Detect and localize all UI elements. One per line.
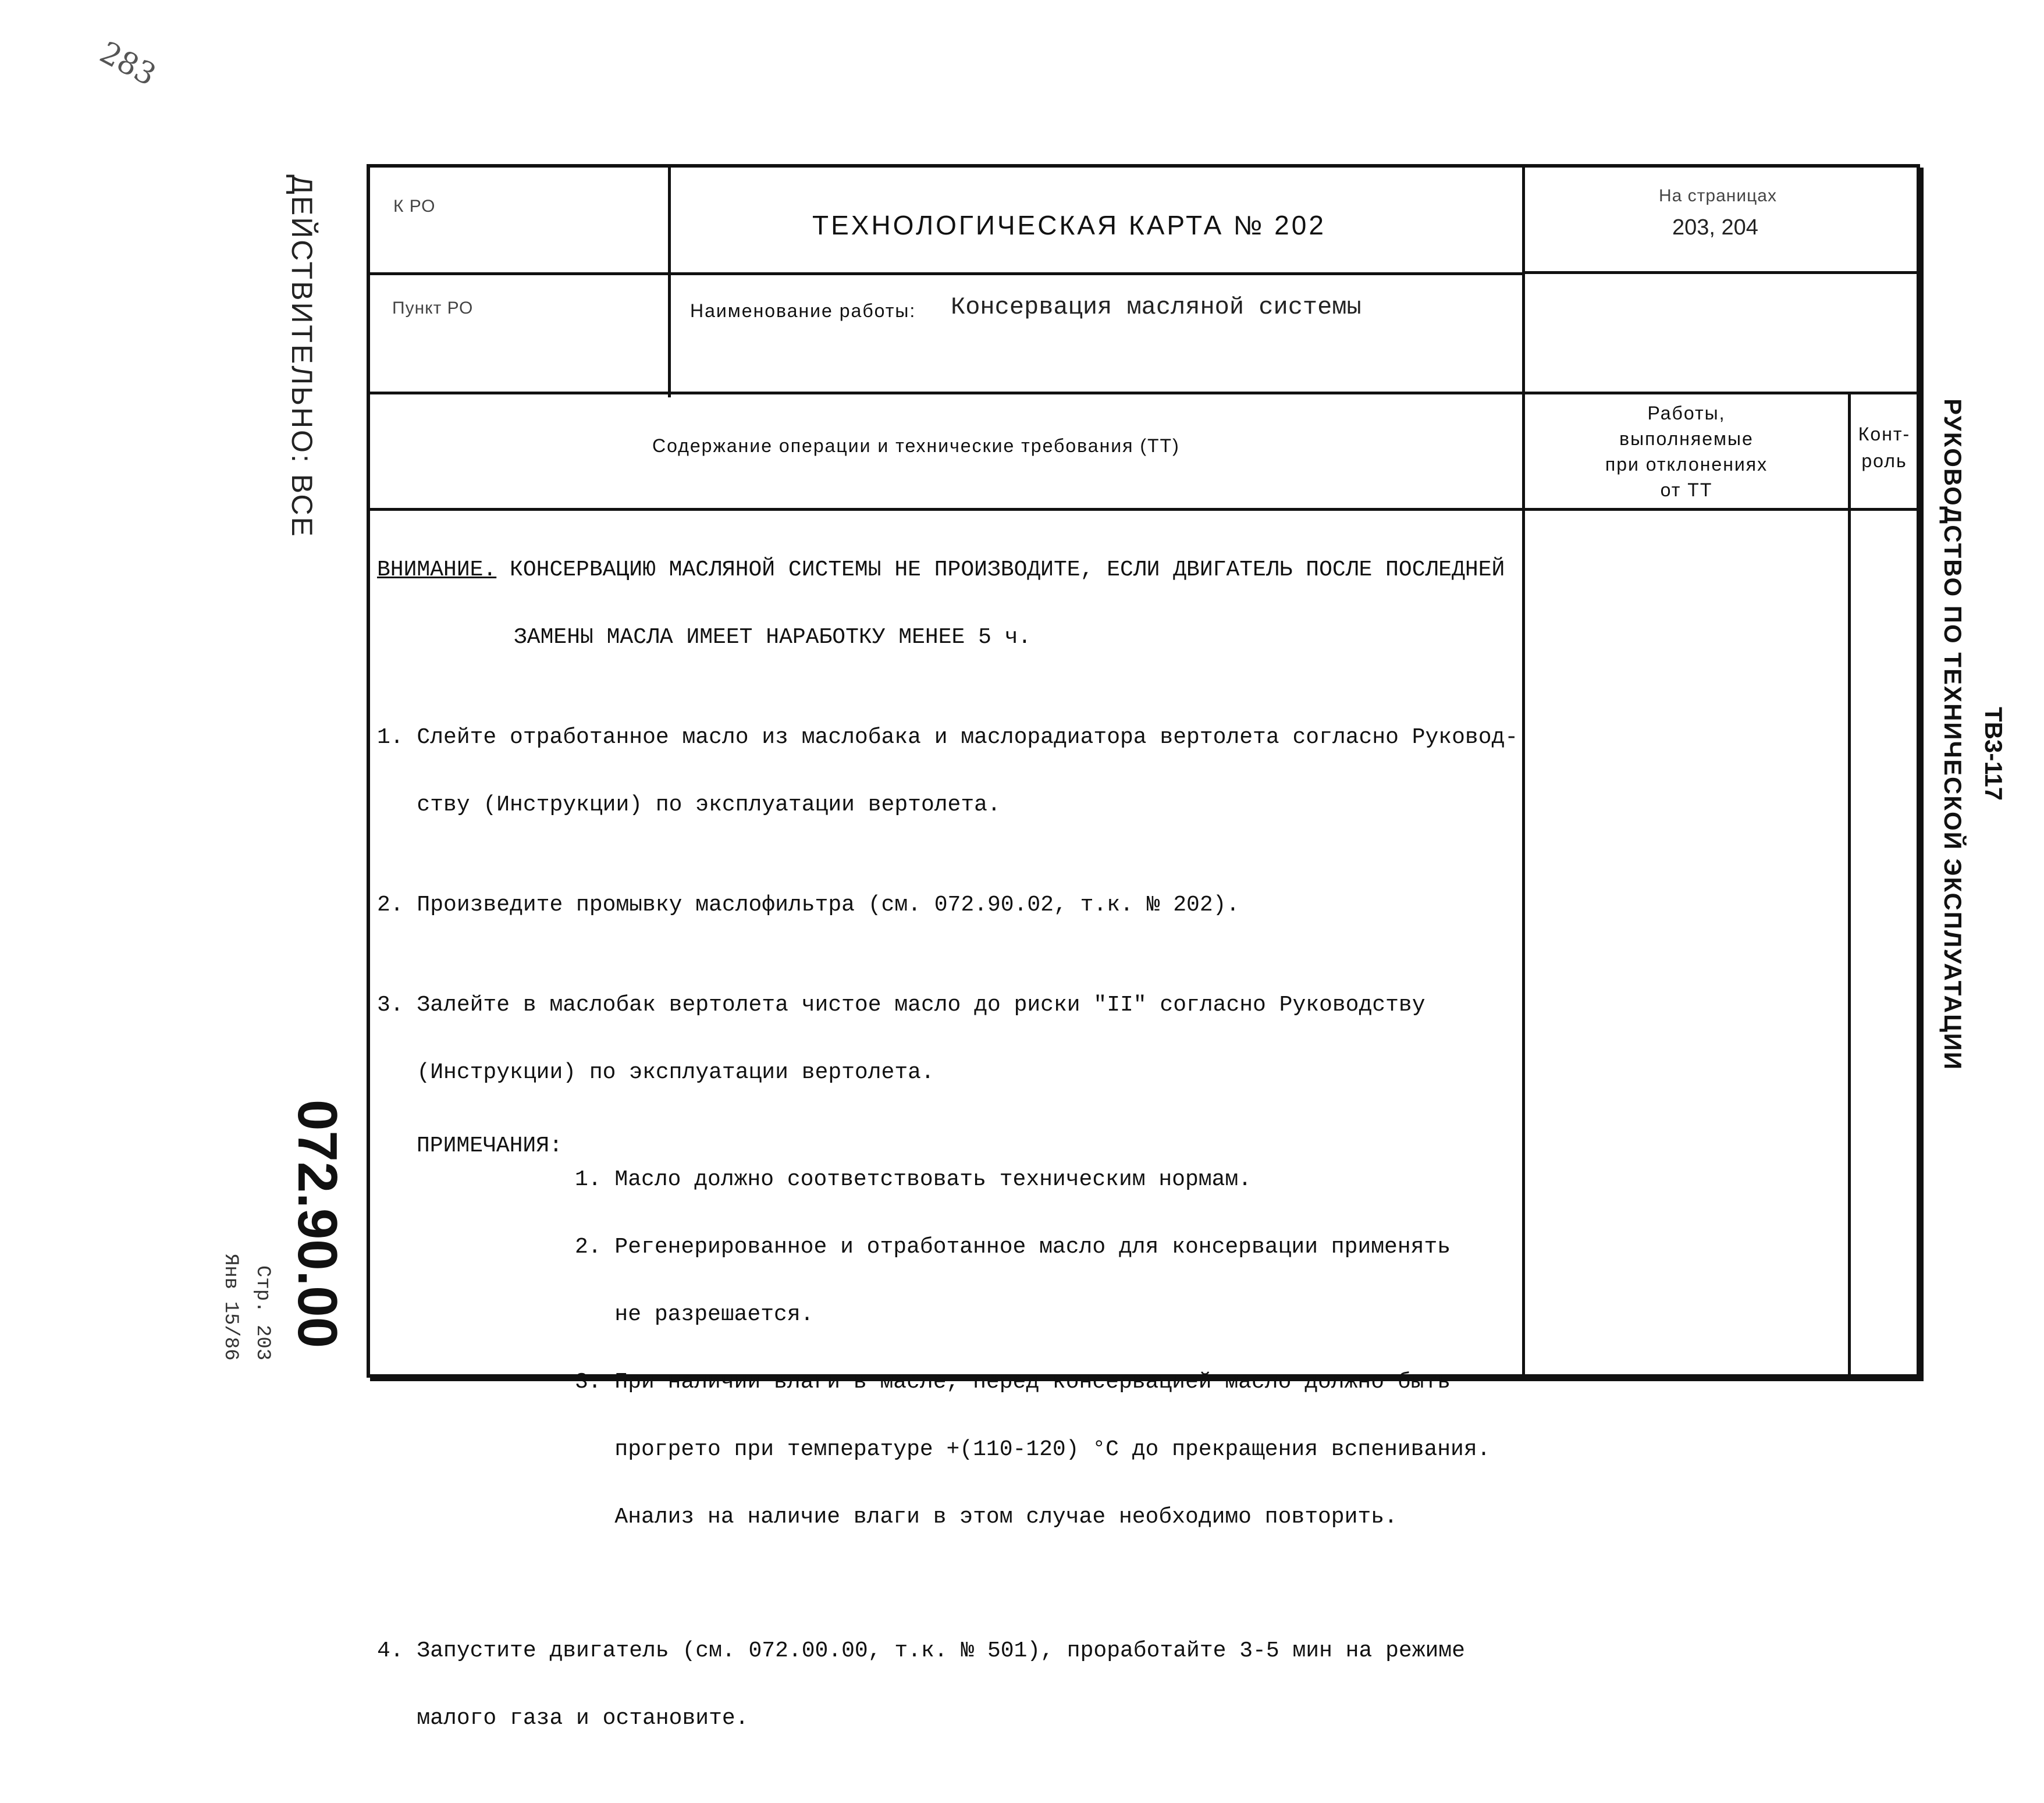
note-3: 3. При наличии влаги в масле, перед консервацией масло должно быть [575, 1370, 1451, 1395]
warning-text: КОНСЕРВАЦИЮ МАСЛЯНОЙ СИСТЕМЫ НЕ ПРОИЗВОДИТЕ, ЕСЛИ ДВИГАТЕЛЬ ПОСЛЕ ПОСЛЕДНЕЙ [496, 557, 1505, 582]
step-1: 1. Слейте отработанное масло из маслобака и маслорадиатора вертолета согласно Руковод- [377, 725, 1519, 750]
deviations-header-line: от ТТ [1660, 479, 1713, 500]
document-number: 072.90.00 [286, 1100, 349, 1349]
divider [370, 272, 1522, 275]
notes-label: ПРИМЕЧАНИЯ: [417, 1133, 563, 1158]
card-title: ТЕХНОЛОГИЧЕСКАЯ КАРТА № 202 [812, 210, 1326, 240]
page-number: Стр. 203 [251, 1265, 273, 1361]
note-1: 1. Масло должно соответствовать техническим нормам. [575, 1167, 1252, 1192]
revision-date: Янв 15/86 [219, 1254, 241, 1361]
deviations-header-line: при отклонениях [1605, 454, 1768, 475]
deviations-header-line: выполняемые [1619, 428, 1754, 449]
divider [370, 508, 1918, 511]
divider [1522, 271, 1918, 274]
control-column-header [1851, 421, 1918, 474]
warning-label: ВНИМАНИЕ. [377, 557, 497, 582]
manual-title: РУКОВОДСТВО ПО ТЕХНИЧЕСКОЙ ЭКСПЛУАТАЦИИ [1939, 399, 1967, 1071]
note-3-continued: прогрето при температуре +(110-120) °С до прекращения вспенивания. [575, 1437, 1491, 1462]
divider [1848, 392, 1851, 1378]
work-name-value: Консервация масляной системы [951, 293, 1362, 321]
step-1-continued: ству (Инструкции) по эксплуатации вертолета. [377, 792, 1001, 817]
punkt-ro-label: Пункт РО [392, 298, 474, 318]
divider [1522, 168, 1525, 1378]
divider [668, 168, 671, 397]
step-2: 2. Произведите промывку маслофильтра (см. 072.90.02, т.к. № 202). [377, 892, 1240, 917]
divider [370, 392, 1918, 394]
control-header-line: роль [1861, 450, 1907, 471]
validity-label: ДЕЙСТВИТЕЛЬНО: ВСЕ [286, 175, 318, 538]
step-4-continued: малого газа и остановите. [377, 1706, 749, 1731]
step-3-continued: (Инструкции) по эксплуатации вертолета. [377, 1060, 934, 1085]
deviations-column-header [1525, 400, 1848, 503]
warning-line: ЗАМЕНЫ МАСЛА ИМЕЕТ НАРАБОТКУ МЕНЕЕ 5 ч. [514, 625, 1032, 650]
note-2: 2. Регенерированное и отработанное масло для консервации применять [575, 1235, 1451, 1260]
control-header-line: Конт- [1858, 424, 1911, 444]
step-3: 3. Залейте в маслобак вертолета чистое масло до риски "II" согласно Руководству [377, 993, 1426, 1018]
pages-label: На страницах [1659, 186, 1777, 205]
note-2-continued: не разрешается. [575, 1302, 814, 1327]
notes-list [575, 1129, 1490, 1568]
notes-block [377, 1129, 1517, 1568]
deviations-header-line: Работы, [1647, 403, 1726, 424]
step-4: 4. Запустите двигатель (см. 072.00.00, т.к. № 501), проработайте 3-5 мин на режиме [377, 1638, 1465, 1663]
engine-model: ТВ3-117 [1980, 707, 2007, 801]
pages-value: 203, 204 [1672, 215, 1758, 240]
operation-content [377, 520, 1517, 1803]
warning-line [377, 553, 1517, 587]
k-ro-label: К РО [393, 197, 436, 216]
handwritten-page-mark: 283 [94, 35, 162, 93]
technological-card [367, 164, 1920, 1731]
note-3-continued: Анализ на наличие влаги в этом случае необходимо повторить. [575, 1505, 1398, 1530]
work-name-label: Наименование работы: [690, 300, 916, 321]
content-column-header: Содержание операции и технические требования (ТТ) [652, 435, 1180, 456]
